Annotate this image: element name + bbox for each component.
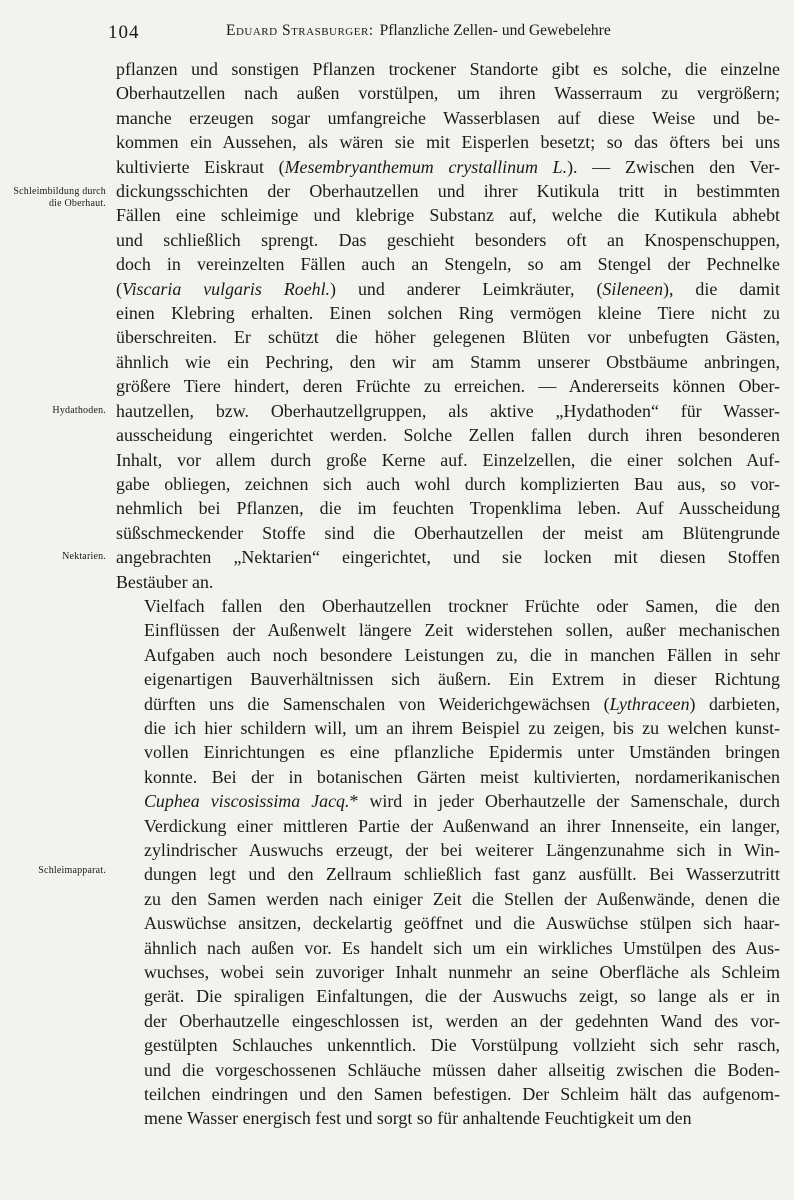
text-line: zylindrischer Auswuchs erzeugt, der bei weiterer Längenzunahme sich in Win- [144,840,780,860]
running-head-author: Eduard Strasburger: [226,22,374,39]
text-line: dungen legt und den Zellraum schließlich fast ganz ausfüllt. Bei Wasserzutritt [144,864,780,885]
text-line: die ich hier schildern will, um an ihrem Beispiel zu zeigen, bis zu welchen kunst- [144,717,780,738]
text-line: Vielfach fallen den Oberhautzellen trockner Früchte oder Samen, die den [144,595,780,616]
text-line: der Oberhautzelle eingeschlossen ist, werden an der gedehnten Wand des vor- [144,1010,780,1031]
text-line: gestülpten Schlauches unkenntlich. Die Vorstülpung vollzieht sich sehr rasch, [144,1035,780,1056]
margin-note-hydathoden: Hydathoden. [52,405,106,416]
text-line: zu den Samen werden nach einiger Zeit die Stellen der Außenwände, denen die [144,888,780,909]
text-line: mene Wasser energisch fest und sorgt so für anhaltende Feuchtigkeit um den [144,1108,692,1129]
page-number: 104 [108,22,140,43]
text-line: Inhalt, vor allem durch große Kerne auf. Einzelzellen, die einer solchen Auf- [116,449,780,470]
text-line: konnte. Bei der in botanischen Gärten meist kultivierten, nordamerikanischen [144,766,780,787]
text-line: gabe obliegen, zeichnen sich auch wohl durch komplizierten Bau aus, so vor- [116,473,780,494]
text-line: kultivierte Eiskraut (Mesembryanthemum crystallinum L.). — Zwischen den Ver- [116,156,780,177]
text-line: dickungsschichten der Oberhautzellen und ihrer Kutikula tritt in bestimmten [116,181,780,202]
text-line: kommen ein Aussehen, als wären sie mit Eisperlen besetzt; so das öfters bei uns [116,132,780,153]
text-line: Fällen eine schleimige und klebrige Substanz auf, welche die Kutikula abhebt [116,205,780,226]
text-line: einen Klebring erhalten. Einen solchen Ring vermögen kleine Tiere nicht zu [116,303,780,324]
text-line: wuchses, wobei sein zuvoriger Inhalt nunmehr an seine Oberfläche als Schleim [144,962,780,983]
text-line: Bestäuber an. [116,571,214,592]
text-line: nehmlich bei Pflanzen, die im feuchten Tropenklima leben. Auf Ausscheidung [116,498,780,519]
text-line: doch in vereinzelten Fällen auch an Stengeln, so am Stengel der Pechnelke [116,254,780,275]
text-line: pflanzen und sonstigen Pflanzen trockener Standorte gibt es solche, die einzelne [116,59,780,79]
text-line: ähnlich nach außen vor. Es handelt sich um ein wirkliches Umstülpen des Aus- [144,937,780,958]
text-line: überschreiten. Er schützt die höher gelegenen Blüten vor unbefugten Gästen, [116,327,780,348]
text-line: und schließlich sprengt. Das geschieht besonders oft an Knospenschuppen, [116,229,780,250]
text-line: ähnlich wie ein Pechring, den wir am Stamm unserer Obstbäume anbringen, [116,351,780,372]
text-line: gerät. Die spiraligen Einfaltungen, die der Auswuchs zeigt, so lange als er in [144,986,780,1007]
text-line: vollen Einrichtungen es eine pflanzliche Epidermis unter Umständen bringen [144,742,780,763]
text-line: Aufgaben auch noch besondere Leistungen zu, die in manchen Fällen in sehr [144,644,780,665]
text-line: größere Tiere hindert, deren Früchte zu erreichen. — Andererseits können Ober- [116,376,780,397]
text-line: teilchen eindringen und den Samen befestigen. Der Schleim hält das aufgenom- [144,1084,780,1105]
margin-note-nektarien: Nektarien. [62,551,106,562]
paragraph-1 [116,57,780,594]
text-line: ausscheidung eingerichtet werden. Solche Zellen fallen durch ihren besonderen [116,425,780,446]
text-line: manche erzeugen sogar umfangreiche Wasserblasen auf diese Weise und be- [116,107,780,128]
margin-note-schleimapparat: Schleimapparat. [38,865,106,876]
margin-note-schleimbildung: Schleimbildung durch die Oberhaut. [13,186,106,209]
text-line: und die vorgeschossenen Schläuche müssen daher allseitig zwischen die Boden- [144,1059,780,1080]
body-text [116,57,780,1131]
text-line: Cuphea viscosissima Jacq.* wird in jeder Oberhautzelle der Samenschale, durch [144,791,780,812]
text-line: Oberhautzellen nach außen vorstülpen, um ihren Wasserraum zu vergrößern; [116,83,780,104]
text-line: Einflüssen der Außenwelt längere Zeit widerstehen sollen, außer mechanischen [144,620,780,641]
text-line: Verdickung einer mittleren Partie der Außenwand an ihrer Innenseite, ein langer, [144,815,780,836]
text-line: (Viscaria vulgaris Roehl.) und anderer Leimkräuter, (Sileneen), die damit [116,278,780,299]
text-line: dürften uns die Samenschalen von Weiderichgewächsen (Lythraceen) darbieten, [144,693,780,714]
text-line: eigenartigen Bauverhältnissen sich äußern. Ein Extrem in dieser Richtung [144,669,780,690]
running-head-title: Pflanzliche Zellen- und Gewebelehre [379,22,611,39]
text-line: süßschmeckender Stoffe sind die Oberhautzellen der meist am Blütengrunde [116,522,780,543]
running-head [226,22,786,40]
text-line: Auswüchse ansitzen, deckelartig geöffnet und die Auswüchse stülpen sich haar- [144,913,780,934]
text-line: hautzellen, bzw. Oberhautzellgruppen, als aktive „Hydathoden“ für Wasser- [116,400,780,421]
text-line: angebrachten „Nektarien“ eingerichtet, und sie locken mit diesen Stoffen [116,547,780,568]
paragraph-2 [116,594,780,1131]
